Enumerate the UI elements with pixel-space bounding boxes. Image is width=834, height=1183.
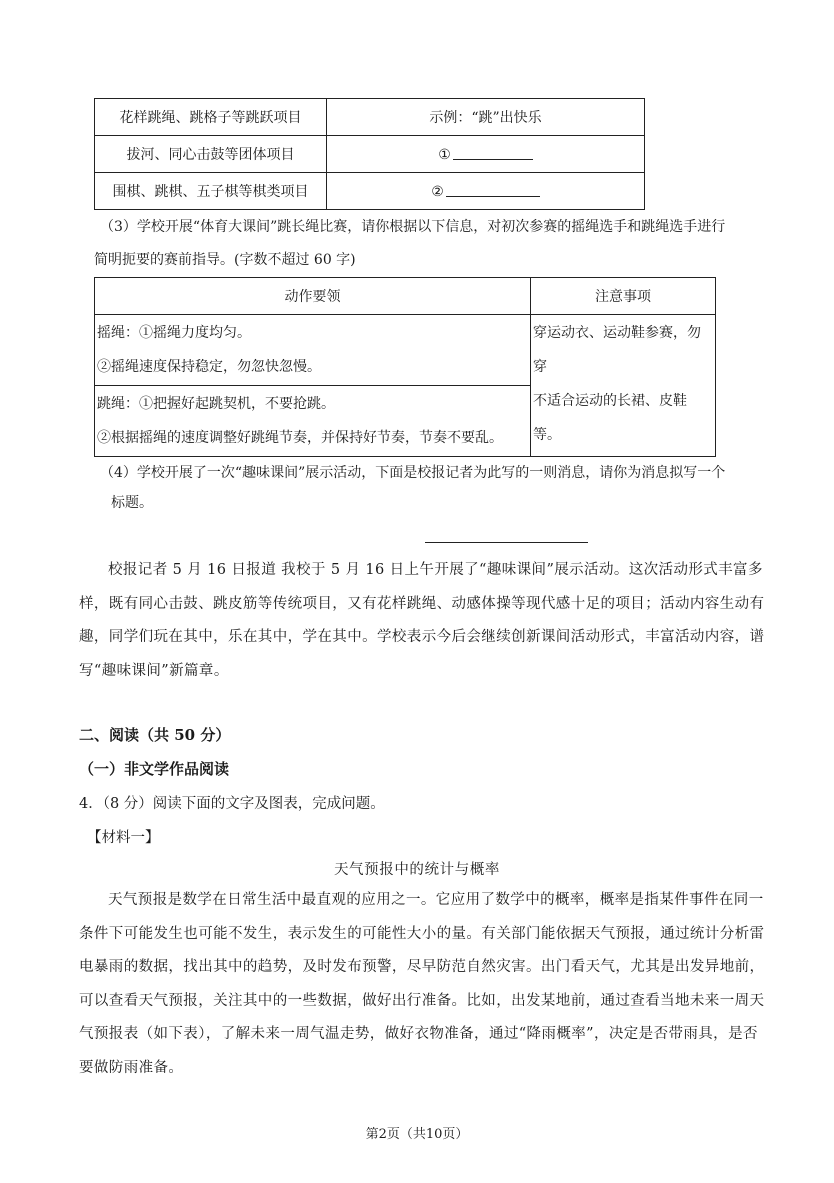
news-paragraph: 校报记者 5 月 16 日报道 我校于 5 月 16 日上午开展了“趣味课间”展示活动。这次活动形式丰富多样，既有同心击鼓、跳皮筋等传统项目，又有花样跳绳、动感体操等现代感十足的项目；活动内容生动有趣，同学们玩在其中，乐在其中，学在其中。学校表示今后会继续创新课间活动形式，丰富活动内容，谱写“趣味课间”新篇章。 [79, 562, 765, 679]
table-row [95, 315, 716, 386]
table-cell: 拔河、同心击鼓等团体项目 [95, 136, 327, 173]
section-heading: 二、阅读（共 50 分） [79, 726, 231, 744]
table-cell: 示例：“跳”出快乐 [327, 99, 645, 136]
material-label: 【材料一】 [87, 830, 160, 846]
jump-line: ②根据摇绳的速度调整好跳绳节奏，并保持好节奏，节奏不要乱。 [97, 430, 503, 446]
table-row [95, 173, 645, 210]
table-header: 注意事项 [531, 278, 716, 315]
question-3-line1: （3）学校开展“体育大课间”跳长绳比赛，请你根据以下信息，对初次参赛的摇绳选手和跳绳选手进行 [100, 219, 726, 235]
table-row [95, 99, 645, 136]
jump-cell [95, 386, 531, 457]
question-3-line2: 简明扼要的赛前指导。(字数不超过 60 字) [94, 252, 356, 268]
blank-label: ② [431, 183, 444, 200]
question-4-line1: （4）学校开展了一次“趣味课间”展示活动，下面是校报记者为此写的一则消息，请你为消息拟写一个 [100, 465, 726, 481]
guidance-table [94, 277, 716, 457]
title-answer-line [425, 542, 588, 543]
notes-line: 穿运动衣、运动鞋参赛，勿穿 [533, 325, 701, 375]
activity-table [94, 98, 645, 210]
article-title: 天气预报中的统计与概率 [333, 862, 501, 878]
answer-blank [453, 146, 533, 160]
question-4-prompt: 4．（8 分）阅读下面的文字及图表，完成问题。 [79, 796, 385, 812]
table-cell: 花样跳绳、跳格子等跳跃项目 [95, 99, 327, 136]
notes-line: 不适合运动的长裙、皮鞋等。 [533, 393, 687, 443]
answer-blank [446, 183, 540, 197]
page-footer: 第2页（共10页） [365, 1127, 469, 1142]
table-row [95, 278, 716, 315]
blank-label: ① [438, 146, 451, 163]
swing-line: ②摇绳速度保持稳定，勿忽快忽慢。 [97, 359, 321, 375]
swing-cell [95, 315, 531, 386]
notes-cell [531, 315, 716, 457]
question-4-line2: 标题。 [111, 495, 153, 511]
table-cell [327, 173, 645, 210]
table-row [95, 136, 645, 173]
swing-line: 摇绳：①摇绳力度均匀。 [97, 325, 251, 341]
article-body: 天气预报是数学在日常生活中最直观的应用之一。它应用了数学中的概率，概率是指某件事件在同一条件下可能发生也可能不发生，表示发生的可能性大小的量。有关部门能依据天气预报，通过统计分析雷电暴雨的数据，找出其中的趋势，及时发布预警，尽早防范自然灾害。出门看天气，尤其是出发异地前，可以查看天气预报，关注其中的一些数据，做好出行准备。比如，出发某地前，通过查看当地未来一周天气预报表（如下表），了解未来一周气温走势，做好衣物准备，通过“降雨概率”，决定是否带雨具，是否要做防雨准备。 [79, 892, 765, 1076]
table-cell: 围棋、跳棋、五子棋等棋类项目 [95, 173, 327, 210]
table-cell [327, 136, 645, 173]
subsection-heading: （一）非文学作品阅读 [79, 760, 230, 778]
jump-line: 跳绳：①把握好起跳契机，不要抢跳。 [97, 396, 335, 412]
table-header: 动作要领 [95, 278, 531, 315]
